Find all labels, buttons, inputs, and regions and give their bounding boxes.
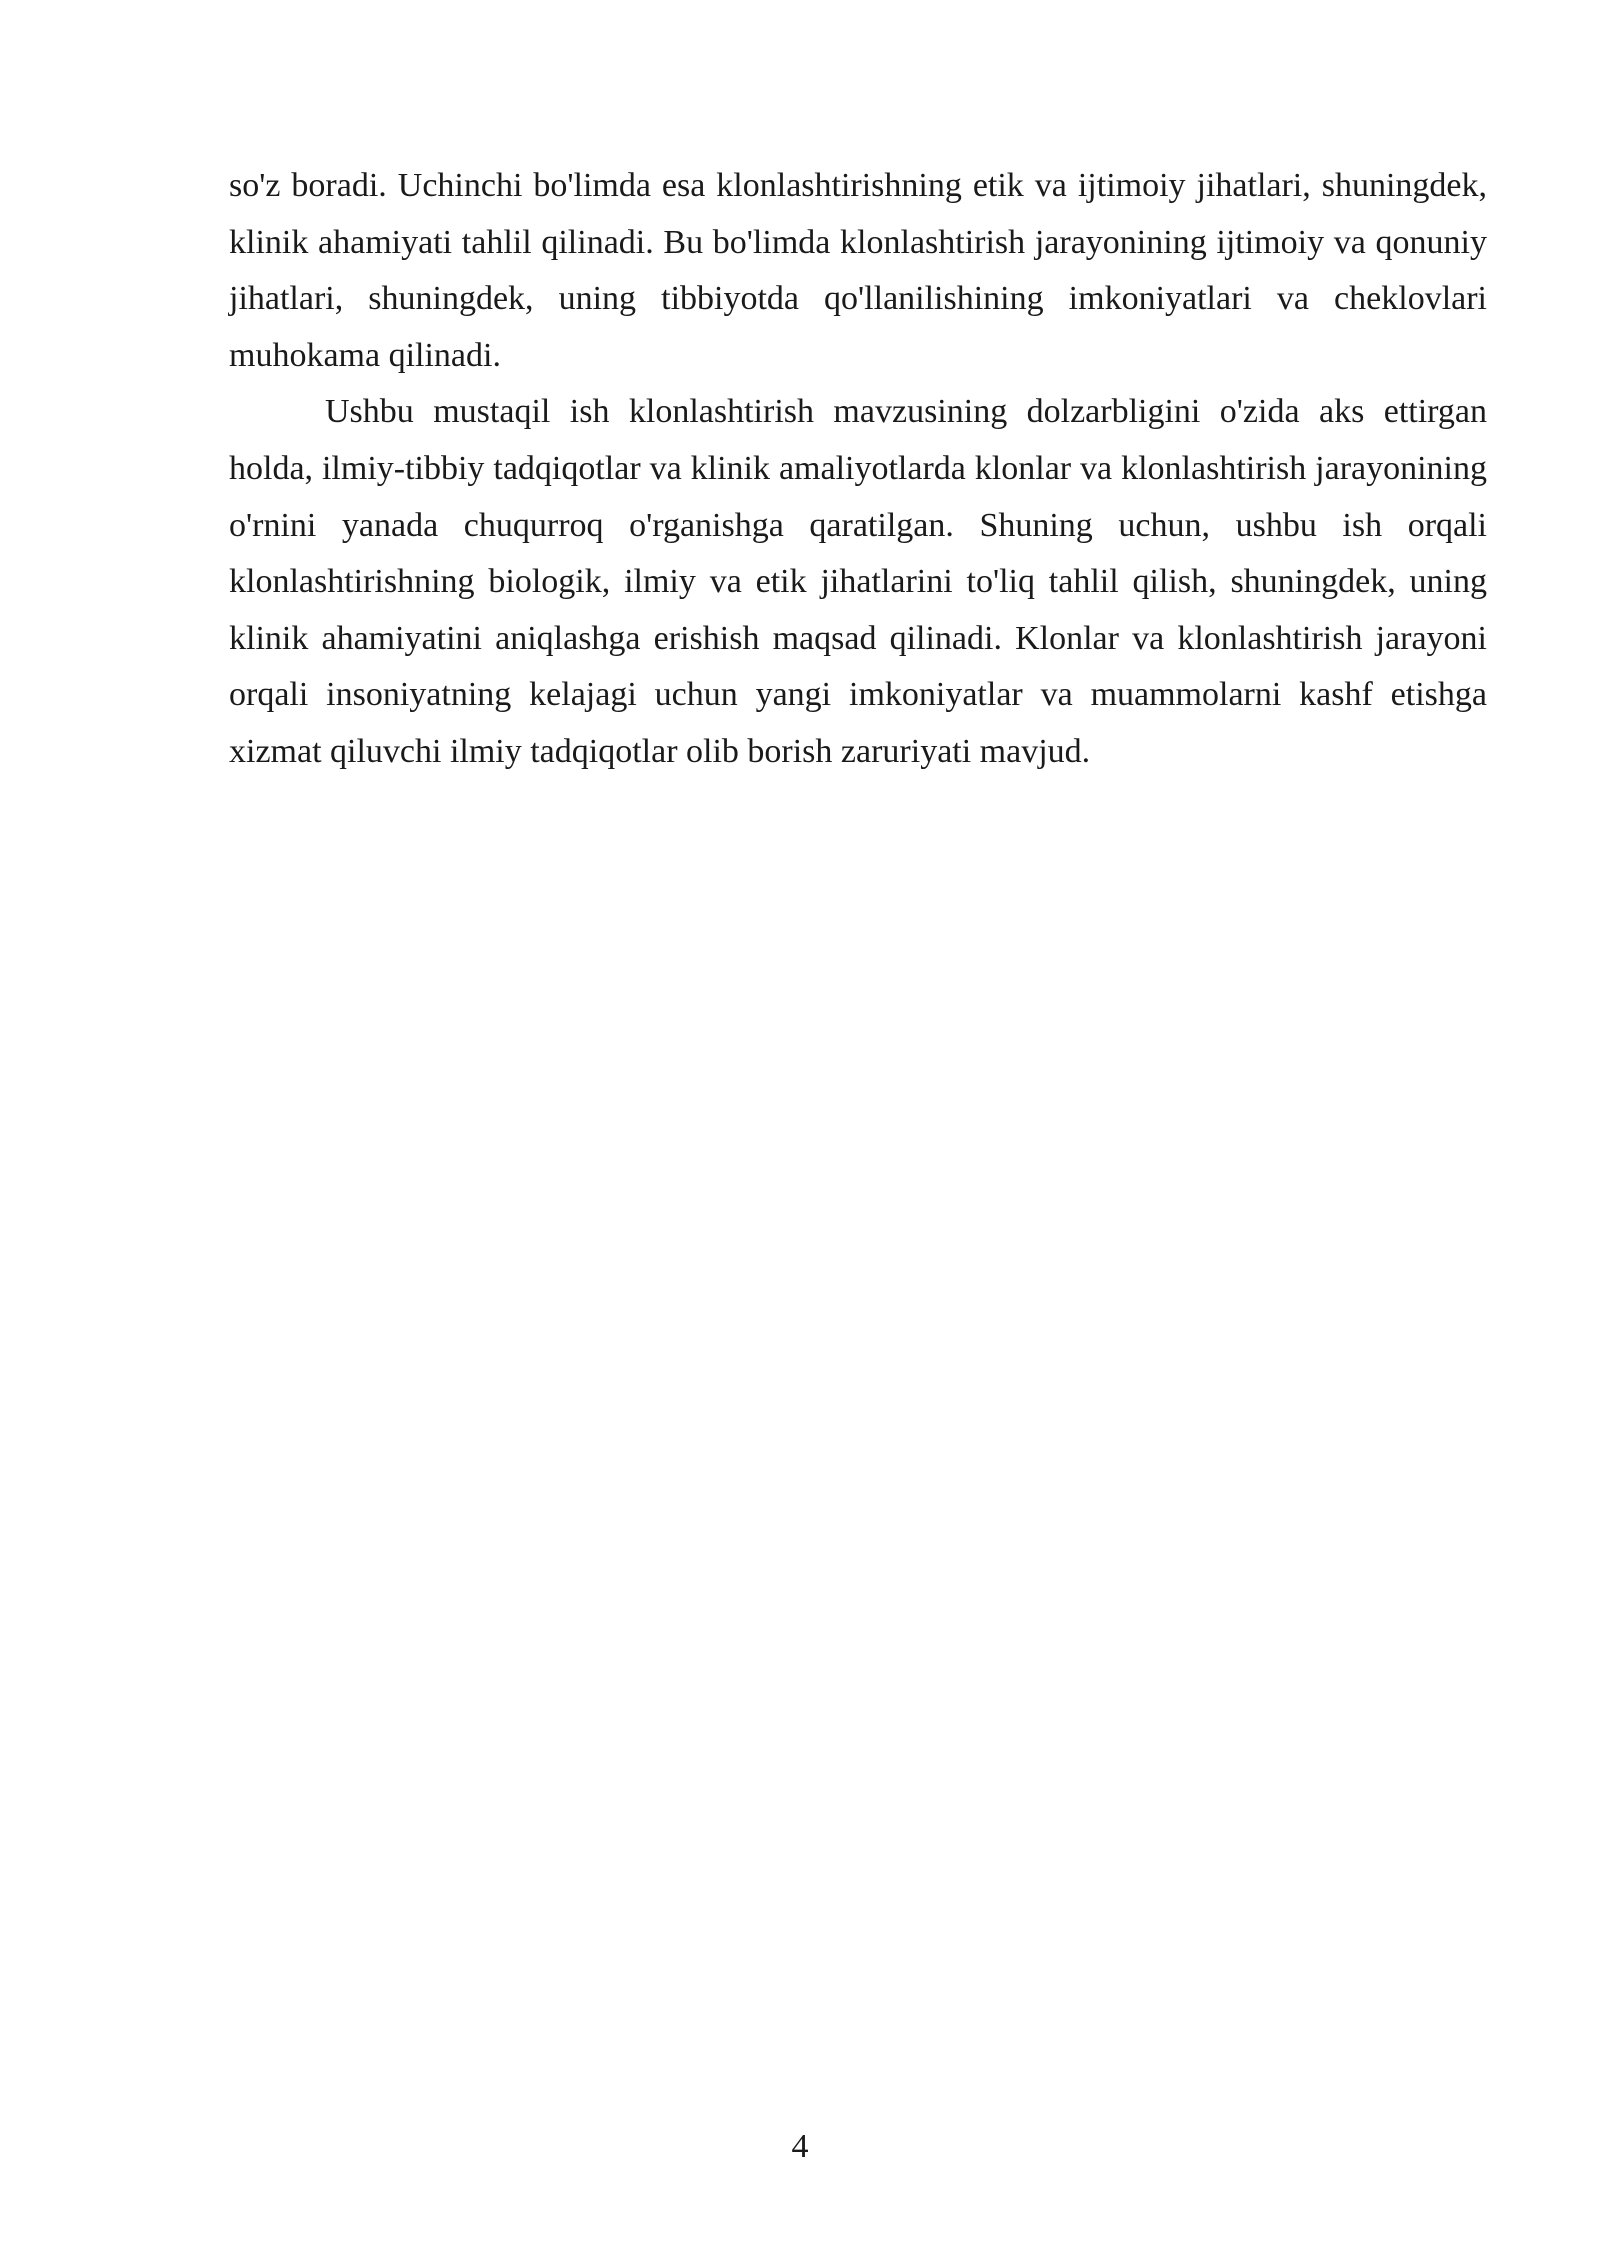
paragraph-continuation: so'z boradi. Uchinchi bo'limda esa klonlashtirishning etik va ijtimoiy jihatlari, shuningdek, klinik ahamiyati tahlil qilinadi. Bu bo'limda klonlashtirish jarayonining ijtimoiy va qonuniy jihatlari, shuningdek, uning tibbiyotda qo'llanilishining imkoniyatlari va cheklovlari muhokama qilinadi.: [229, 167, 1487, 374]
body-text: [229, 158, 1487, 781]
paragraph-main: Ushbu mustaqil ish klonlashtirish mavzusining dolzarbligini o'zida aks ettirgan holda, ilmiy-tibbiy tadqiqotlar va klinik amaliyotlarda klonlar va klonlashtirish jarayonining o'rnini yanada chuqurroq o'rganishga qaratilgan. Shuning uchun, ushbu ish orqali klonlashtirishning biologik, ilmiy va etik jihatlarini to'liq tahlil qilish, shuningdek, uning klinik ahamiyatini aniqlashga erishish maqsad qilinadi. Klonlar va klonlashtirish jarayoni orqali insoniyatning kelajagi uchun yangi imkoniyatlar va muammolarni kashf etishga xizmat qiluvchi ilmiy tadqiqotlar olib borish zaruriyati mavjud.: [229, 393, 1487, 770]
page-number: 4: [791, 2128, 809, 2165]
